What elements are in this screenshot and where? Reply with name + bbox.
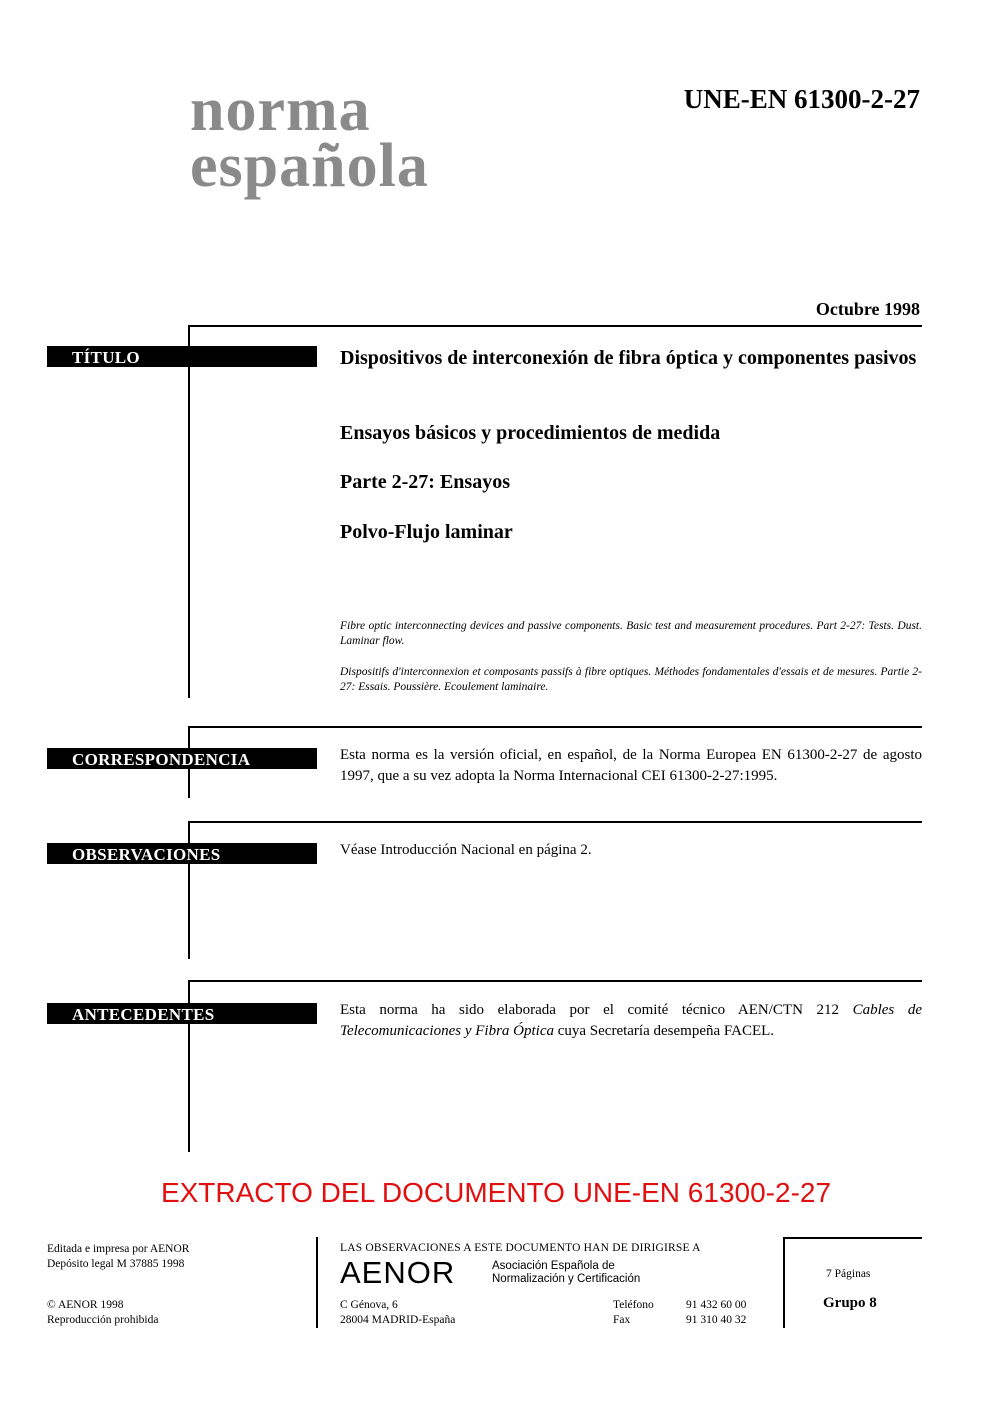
legal-deposit: Depósito legal M 37885 1998 xyxy=(47,1258,185,1270)
section-divider xyxy=(189,980,922,982)
titulo-label: TÍTULO xyxy=(47,346,317,367)
title-part: Parte 2-27: Ensayos xyxy=(340,471,510,493)
copyright-info xyxy=(47,1298,158,1328)
page-count: 7 Páginas xyxy=(826,1268,871,1280)
observaciones-text: Véase Introducción Nacional en página 2. xyxy=(340,842,592,858)
association-line-2: Normalización y Certificación xyxy=(492,1273,641,1285)
antecedentes-label: ANTECEDENTES xyxy=(47,1003,317,1024)
section-vertical-rule xyxy=(188,325,190,698)
title-topic: Polvo-Flujo laminar xyxy=(340,521,513,543)
extract-notice: EXTRACTO DEL DOCUMENTO UNE-EN 61300-2-27 xyxy=(160,1177,832,1208)
aenor-logo: AENOR xyxy=(340,1255,456,1290)
phone-number: 91 432 60 00 xyxy=(686,1299,747,1311)
document-date: Octubre 1998 xyxy=(815,299,920,319)
committee-name: Cables de Telecomunicaciones y Fibra Óptica xyxy=(340,1002,922,1039)
correspondencia-text: Esta norma es la versión oficial, en español, de la Norma Europea EN 61300-2-27 de agosto 1997, que a su vez adopta la Norma Internacional CEI 61300-2-27:1995. xyxy=(340,747,922,784)
brand-title xyxy=(190,76,429,200)
section-divider xyxy=(189,325,922,327)
title-subtitle: Ensayos básicos y procedimientos de medida xyxy=(340,422,721,444)
association-line-1: Asociación Española de xyxy=(492,1260,615,1272)
section-divider xyxy=(189,821,922,823)
footer-box-left xyxy=(783,1237,785,1328)
title-english: Fibre optic interconnecting devices and passive components. Basic test and measurement procedures. Part 2-27: Tests. Dust. Laminar flow. xyxy=(340,620,922,647)
phone-label: Teléfono xyxy=(613,1299,654,1311)
title-main: Dispositivos de interconexión de fibra óptica y componentes pasivos xyxy=(340,347,917,369)
contact-values xyxy=(686,1298,746,1328)
footer-box-top xyxy=(783,1237,922,1239)
antecedentes-text-end: cuya Secretaría desempeña FACEL. xyxy=(553,1023,775,1039)
price-group: Grupo 8 xyxy=(823,1295,877,1311)
city: 28004 MADRID-España xyxy=(340,1314,456,1326)
observations-note: LAS OBSERVACIONES A ESTE DOCUMENTO HAN DE DIRIGIRSE A xyxy=(340,1242,701,1254)
section-divider xyxy=(189,726,922,728)
reproduction-notice: Reproducción prohibida xyxy=(47,1314,159,1326)
observaciones-label: OBSERVACIONES xyxy=(47,843,317,864)
edited-by: Editada e impresa por AENOR xyxy=(47,1243,190,1255)
street: C Génova, 6 xyxy=(340,1299,398,1311)
document-number: UNE-EN 61300-2-27 xyxy=(683,84,920,114)
footer-divider xyxy=(316,1237,318,1328)
section-vertical-rule xyxy=(188,821,190,959)
edition-info xyxy=(47,1242,189,1272)
copyright: © AENOR 1998 xyxy=(47,1299,124,1311)
aenor-association xyxy=(492,1260,640,1286)
title-french: Dispositifs d'interconnexion et composants passifs à fibre optiques. Méthodes fondamentales d'essais et de mesures. Partie 2-27: Essais. Poussière. Ecoulement laminaire. xyxy=(340,666,922,693)
brand-line-1: norma xyxy=(190,76,371,144)
correspondencia-label: CORRESPONDENCIA xyxy=(47,748,317,769)
fax-number: 91 310 40 32 xyxy=(686,1314,747,1326)
contact-labels xyxy=(613,1298,654,1328)
fax-label: Fax xyxy=(613,1314,631,1326)
brand-line-2: española xyxy=(190,132,429,200)
address xyxy=(340,1298,455,1328)
antecedentes-text xyxy=(340,1000,922,1042)
antecedentes-text-start: Esta norma ha sido elaborada por el comité técnico AEN/CTN 212 xyxy=(340,1002,853,1018)
